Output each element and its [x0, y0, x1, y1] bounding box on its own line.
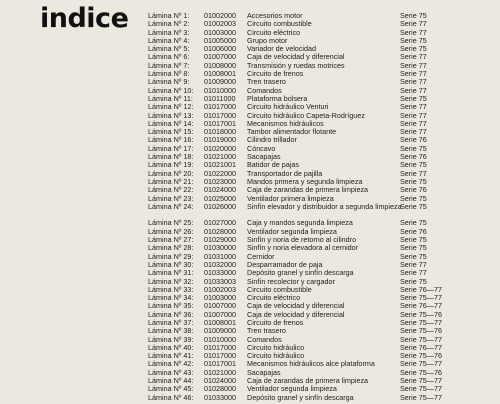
part-description: Comandos	[247, 85, 282, 95]
lamina-number: Lámina Nº 23:	[148, 193, 194, 203]
lamina-number: Lámina Nº 14:	[148, 118, 194, 128]
lamina-number: Lámina Nº 5:	[148, 44, 190, 54]
part-description: Ventilador segunda limpieza	[247, 384, 337, 394]
index-list	[148, 12, 488, 402]
serie-label: Serie 75—77	[400, 293, 442, 303]
part-code: 01017001	[204, 118, 236, 128]
part-code: 01003000	[204, 27, 236, 37]
lamina-number: Lámina Nº 38:	[148, 326, 194, 336]
part-code: 01002003	[204, 284, 236, 294]
part-code: 01007000	[204, 52, 236, 62]
index-row	[148, 244, 488, 252]
serie-label: Serie 75	[400, 11, 427, 20]
part-code: 01024000	[204, 376, 236, 386]
lamina-number: Lámina Nº 10:	[148, 85, 194, 95]
lamina-number: Lámina Nº 41:	[148, 351, 194, 361]
serie-label: Serie 76—77	[400, 301, 442, 311]
part-description: Circuito hidráulico Capeta-Rodríguez	[247, 110, 365, 120]
part-description: Transportador de pajilla	[247, 168, 323, 178]
part-description: Sacapajas	[247, 367, 281, 377]
lamina-number: Lámina Nº 8:	[148, 69, 190, 79]
part-code: 01025000	[204, 193, 236, 203]
serie-label: Serie 75	[400, 243, 427, 253]
index-row	[148, 78, 488, 86]
part-description: Caja de velocidad y diferencial	[247, 301, 345, 311]
part-description: Desparramador de paja	[247, 259, 323, 269]
part-code: 01010000	[204, 85, 236, 95]
serie-label: Serie 75—76	[400, 309, 442, 319]
lamina-number: Lámina Nº 24:	[148, 201, 194, 211]
part-description: Ventilador segunda limpieza	[247, 226, 337, 236]
serie-label: Serie 77	[400, 168, 427, 178]
serie-label: Serie 75	[400, 160, 427, 170]
part-code: 01021000	[204, 367, 236, 377]
lamina-number: Lámina Nº 31:	[148, 268, 194, 278]
lamina-number: Lámina Nº 27:	[148, 235, 194, 245]
serie-label: Serie 77	[400, 110, 427, 120]
serie-label: Serie 75—77	[400, 392, 442, 402]
part-code: 01030000	[204, 243, 236, 253]
serie-label: Serie 75—77	[400, 317, 442, 327]
part-code: 01033000	[204, 268, 236, 278]
part-description: Circuito de frenos	[247, 317, 304, 327]
lamina-number: Lámina Nº 3:	[148, 27, 190, 37]
serie-label: Serie 75	[400, 276, 427, 286]
serie-label: Serie 77	[400, 19, 427, 29]
lamina-number: Lámina Nº 6:	[148, 52, 190, 62]
index-row	[148, 128, 488, 136]
index-row	[148, 12, 488, 20]
serie-label: Serie 76	[400, 152, 427, 162]
lamina-number: Lámina Nº 21:	[148, 176, 194, 186]
serie-label: Serie 75—77	[400, 376, 442, 386]
part-code: 01009000	[204, 326, 236, 336]
part-code: 01028000	[204, 384, 236, 394]
part-description: Depósito granel y sinfín descarga	[247, 392, 354, 402]
part-code: 01008001	[204, 317, 236, 327]
index-row	[148, 29, 488, 37]
serie-label: Serie 75—76	[400, 367, 442, 377]
part-description: Circuito eléctrico	[247, 27, 301, 37]
serie-label: Serie 75—77	[400, 384, 442, 394]
lamina-number: Lámina Nº 1:	[148, 11, 190, 20]
part-description: Caja de velocidad y diferencial	[247, 309, 345, 319]
serie-label: Serie 75	[400, 235, 427, 245]
page-title: indice	[40, 3, 129, 34]
part-code: 01031000	[204, 251, 236, 261]
part-description: Transmisión y ruedas motrices	[247, 60, 345, 70]
serie-label: Serie 75	[400, 201, 427, 211]
lamina-number: Lámina Nº 45:	[148, 384, 194, 394]
lamina-number: Lámina Nº 20:	[148, 168, 194, 178]
part-code: 01032000	[204, 259, 236, 269]
lamina-number: Lámina Nº 13:	[148, 110, 194, 120]
lamina-number: Lámina Nº 43:	[148, 367, 194, 377]
part-description: Depósito granel y sinfín descarga	[247, 268, 354, 278]
serie-label: Serie 77	[400, 60, 427, 70]
part-description: Caja y mandos segunda limpieza	[247, 218, 353, 228]
part-description: Ventilador primera limpieza	[247, 193, 334, 203]
lamina-number: Lámina Nº 33:	[148, 284, 194, 294]
serie-label: Serie 75	[400, 143, 427, 153]
part-description: Caja de zarandas de primera limpieza	[247, 185, 369, 195]
part-code: 01008001	[204, 69, 236, 79]
serie-label: Serie 75	[400, 251, 427, 261]
part-description: Tren trasero	[247, 326, 286, 336]
part-description: Circuito combustible	[247, 19, 312, 29]
index-row	[148, 62, 488, 70]
part-code: 01017000	[204, 351, 236, 361]
part-code: 01029000	[204, 235, 236, 245]
lamina-number: Lámina Nº 28:	[148, 243, 194, 253]
part-code: 01009000	[204, 77, 236, 87]
index-row	[148, 394, 488, 402]
part-description: Accesorios motor	[247, 11, 303, 20]
part-description: Sinfín recolector y cargador	[247, 276, 335, 286]
serie-label: Serie 75	[400, 93, 427, 103]
part-code: 01010000	[204, 334, 236, 344]
part-code: 01017000	[204, 110, 236, 120]
serie-label: Serie 77	[400, 259, 427, 269]
serie-label: Serie 77	[400, 268, 427, 278]
serie-label: Serie 75	[400, 176, 427, 186]
part-description: Grupo motor	[247, 35, 288, 45]
serie-label: Serie 76—77	[400, 284, 442, 294]
part-description: Circuito de frenos	[247, 69, 304, 79]
part-code: 01022000	[204, 168, 236, 178]
lamina-number: Lámina Nº 19:	[148, 160, 194, 170]
lamina-number: Lámina Nº 16:	[148, 135, 194, 145]
serie-label: Serie 76	[400, 135, 427, 145]
index-row	[148, 136, 488, 144]
lamina-number: Lámina Nº 7:	[148, 60, 190, 70]
part-description: Cóncavo	[247, 143, 276, 153]
lamina-number: Lámina Nº 15:	[148, 127, 194, 137]
lamina-number: Lámina Nº 42:	[148, 359, 194, 369]
lamina-number: Lámina Nº 44:	[148, 376, 194, 386]
lamina-number: Lámina Nº 2:	[148, 19, 190, 29]
serie-label: Serie 75	[400, 193, 427, 203]
part-code: 01023000	[204, 176, 236, 186]
serie-label: Serie 75—76	[400, 326, 442, 336]
serie-label: Serie 77	[400, 102, 427, 112]
lamina-number: Lámina Nº 17:	[148, 143, 194, 153]
index-row	[148, 70, 488, 78]
part-description: Tren trasero	[247, 77, 286, 87]
part-code: 01033000	[204, 392, 236, 402]
part-description: Comandos	[247, 334, 282, 344]
part-description: Sinfín y noria de retorno al cilindro	[247, 235, 357, 245]
index-row	[148, 87, 488, 95]
part-code: 01007000	[204, 309, 236, 319]
part-description: Plataforma bolsera	[247, 93, 308, 103]
serie-label: Serie 77	[400, 77, 427, 87]
part-code: 01018000	[204, 127, 236, 137]
lamina-number: Lámina Nº 32:	[148, 276, 194, 286]
part-description: Caja de zarandas de primera limpieza	[247, 376, 369, 386]
part-description: Circuito hidráulico Venturi	[247, 102, 329, 112]
lamina-number: Lámina Nº 18:	[148, 152, 194, 162]
part-code: 01028000	[204, 226, 236, 236]
serie-label: Serie 77	[400, 127, 427, 137]
part-description: Batidor de pajas	[247, 160, 299, 170]
lamina-number: Lámina Nº 29:	[148, 251, 194, 261]
part-description: Mecanismos hidráulicos alce plataforma	[247, 359, 375, 369]
lamina-number: Lámina Nº 37:	[148, 317, 194, 327]
part-code: 01017001	[204, 359, 236, 369]
lamina-number: Lámina Nº 39:	[148, 334, 194, 344]
part-description: Cernidor	[247, 251, 275, 261]
lamina-number: Lámina Nº 34:	[148, 293, 194, 303]
serie-label: Serie 75—77	[400, 334, 442, 344]
index-row	[148, 153, 488, 161]
part-code: 01008000	[204, 60, 236, 70]
part-code: 01002000	[204, 11, 236, 20]
part-description: Mecanismos hidráulicos	[247, 118, 324, 128]
serie-label: Serie 76—77	[400, 342, 442, 352]
part-code: 01019000	[204, 135, 236, 145]
part-code: 01033003	[204, 276, 236, 286]
part-code: 01007000	[204, 301, 236, 311]
part-code: 01026000	[204, 201, 236, 211]
part-code: 01005000	[204, 35, 236, 45]
serie-label: Serie 75	[400, 218, 427, 228]
part-code: 01021001	[204, 160, 236, 170]
part-description: Sinfín y noria elevadora al cernidor	[247, 243, 359, 253]
serie-label: Serie 77	[400, 27, 427, 37]
lamina-number: Lámina Nº 46:	[148, 392, 194, 402]
serie-label: Serie 77	[400, 69, 427, 79]
index-row	[148, 37, 488, 45]
part-code: 01024000	[204, 185, 236, 195]
lamina-number: Lámina Nº 36:	[148, 309, 194, 319]
serie-label: Serie 75—77	[400, 359, 442, 369]
lamina-number: Lámina Nº 25:	[148, 218, 194, 228]
part-code: 01006000	[204, 44, 236, 54]
part-description: Caja de velocidad y diferencial	[247, 52, 345, 62]
part-description: Circuito hidráulico	[247, 351, 305, 361]
serie-label: Serie 75	[400, 44, 427, 54]
lamina-number: Lámina Nº 11:	[148, 93, 193, 103]
serie-label: Serie 77	[400, 52, 427, 62]
serie-label: Serie 75	[400, 35, 427, 45]
serie-label: Serie 77	[400, 85, 427, 95]
lamina-number: Lámina Nº 9:	[148, 77, 190, 87]
part-code: 01002003	[204, 19, 236, 29]
part-code: 01027000	[204, 218, 236, 228]
part-code: 01020000	[204, 143, 236, 153]
part-code: 01017000	[204, 342, 236, 352]
part-description: Circuito hidráulico	[247, 342, 305, 352]
lamina-number: Lámina Nº 22:	[148, 185, 194, 195]
part-code: 01003000	[204, 293, 236, 303]
part-description: Sacapajas	[247, 152, 281, 162]
serie-label: Serie 76	[400, 185, 427, 195]
lamina-number: Lámina Nº 40:	[148, 342, 194, 352]
lamina-number: Lámina Nº 12:	[148, 102, 194, 112]
part-description: Circuito eléctrico	[247, 293, 301, 303]
part-description: Cilindro trillador	[247, 135, 297, 145]
lamina-number: Lámina Nº 26:	[148, 226, 194, 236]
part-description: Sinfín elevador y distribuidor a segunda limpieza	[247, 201, 402, 211]
serie-label: Serie 75—76	[400, 351, 442, 361]
part-description: Variador de velocidad	[247, 44, 316, 54]
part-description: Mandos primera y segunda limpieza	[247, 176, 363, 186]
index-row	[148, 203, 488, 220]
serie-label: Serie 77	[400, 118, 427, 128]
serie-label: Serie 76	[400, 226, 427, 236]
lamina-number: Lámina Nº 30:	[148, 259, 194, 269]
index-row	[148, 145, 488, 153]
index-row	[148, 20, 488, 28]
lamina-number: Lámina Nº 35:	[148, 301, 194, 311]
lamina-number: Lámina Nº 4:	[148, 35, 190, 45]
part-code: 01021000	[204, 152, 236, 162]
part-code: 01011000	[204, 93, 236, 103]
part-code: 01017000	[204, 102, 236, 112]
part-description: Circuito combustible	[247, 284, 312, 294]
part-description: Tambor alimentador flotante	[247, 127, 337, 137]
